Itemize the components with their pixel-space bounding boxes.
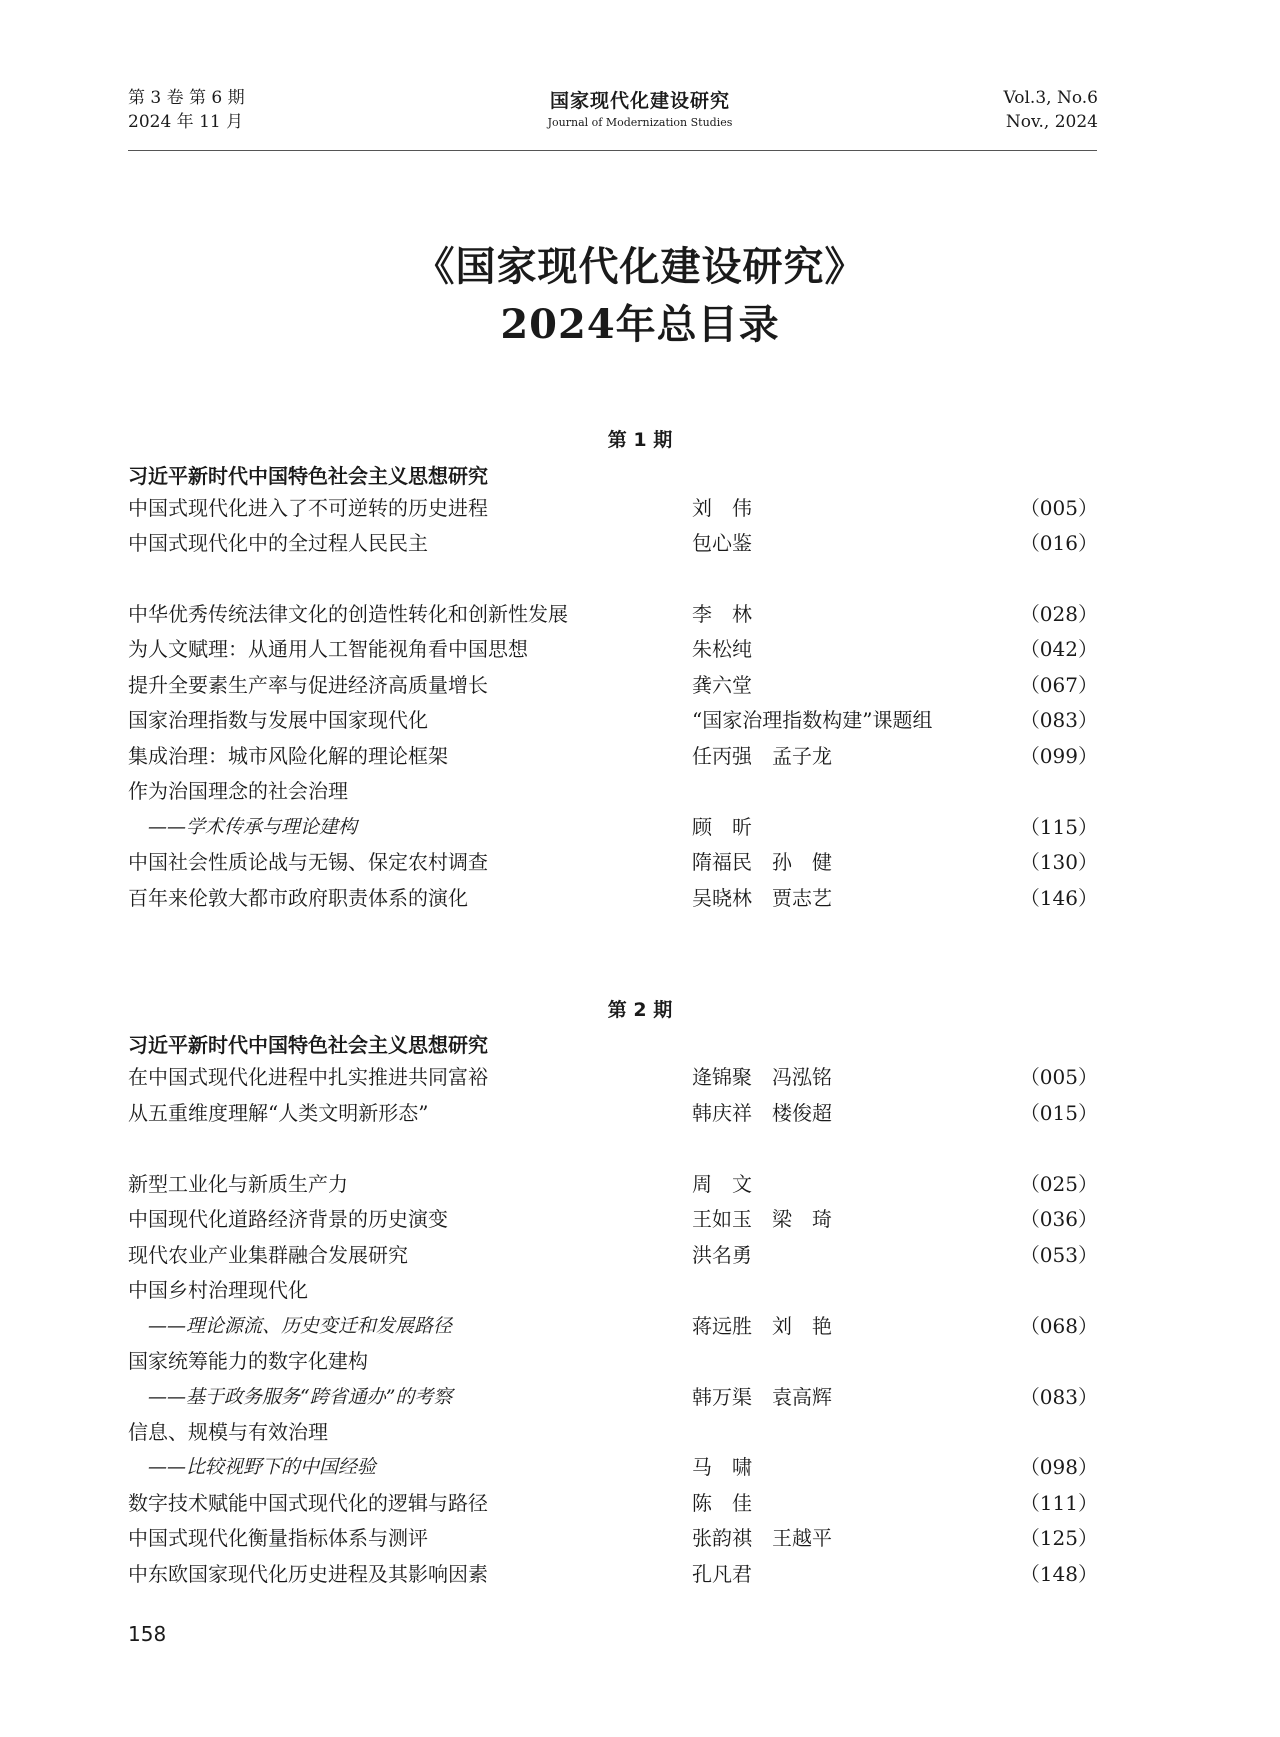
toc-entry — [0, 667, 1280, 703]
entry-author: 李 林 — [692, 602, 752, 626]
entry-title: 中华优秀传统法律文化的创造性转化和创新性发展 — [128, 602, 568, 626]
page-number: 158 — [128, 1622, 167, 1646]
entry-title: 中国现代化道路经济背景的历史演变 — [128, 1207, 448, 1231]
entry-author: 韩万渠 袁高辉 — [692, 1385, 832, 1409]
entry-title: 中国式现代化中的全过程人民民主 — [128, 531, 428, 555]
toc-entry-subtitle — [0, 1308, 1280, 1344]
toc-entry — [0, 1343, 1280, 1379]
entry-page: （016） — [1019, 531, 1098, 555]
toc-entry — [0, 1166, 1280, 1202]
page-title-line1: 《国家现代化建设研究》 — [414, 243, 866, 290]
journal-name-cn: 国家现代化建设研究 — [549, 90, 730, 112]
entry-author: 顾 昕 — [692, 815, 752, 839]
volume-issue-en: Vol.3, No.6 — [1003, 88, 1098, 108]
entry-title: 国家治理指数与发展中国家现代化 — [128, 708, 428, 732]
entry-title: 中东欧国家现代化历史进程及其影响因素 — [128, 1562, 488, 1586]
entry-page: （125） — [1019, 1526, 1098, 1550]
entry-author: 周 文 — [692, 1172, 752, 1196]
entry-title: 作为治国理念的社会治理 — [128, 779, 348, 803]
entry-author: 蒋远胜 刘 艳 — [692, 1314, 832, 1338]
entry-page: （053） — [1019, 1243, 1098, 1267]
journal-name-en: Journal of Modernization Studies — [547, 116, 733, 129]
page-title-line2: 2024年总目录 — [500, 301, 780, 348]
entry-author: 龚六堂 — [692, 673, 752, 697]
entry-title: 从五重维度理解“人类文明新形态” — [128, 1101, 429, 1125]
header-volume-info — [1004, 86, 1098, 134]
issue-2-title: 第 2 期 — [607, 999, 673, 1021]
entry-author: 王如玉 梁 琦 — [692, 1207, 832, 1231]
entry-page: （005） — [1019, 1065, 1098, 1089]
publication-date: 2024 年 11 月 — [128, 112, 244, 132]
entry-author: 张韵祺 王越平 — [692, 1526, 832, 1550]
toc-entry — [0, 1485, 1280, 1521]
entry-author: 马 啸 — [692, 1455, 752, 1479]
entry-page: （068） — [1019, 1314, 1098, 1338]
entry-title: 国家统筹能力的数字化建构 — [128, 1349, 368, 1373]
entry-page: （083） — [1019, 708, 1098, 732]
toc-entry — [0, 702, 1280, 738]
entry-page: （015） — [1019, 1101, 1098, 1125]
header-divider — [128, 150, 1097, 151]
toc-entry — [0, 1272, 1280, 1308]
entry-title: 数字技术赋能中国式现代化的逻辑与路径 — [128, 1491, 488, 1515]
issue-2-section-heading: 习近平新时代中国特色社会主义思想研究 — [128, 1033, 488, 1057]
entry-author: 任丙强 孟子龙 — [692, 744, 832, 768]
entry-title: 在中国式现代化进程中扎实推进共同富裕 — [128, 1065, 488, 1089]
entry-page: （111） — [1019, 1491, 1098, 1515]
entry-page: （099） — [1019, 744, 1098, 768]
entry-subtitle: ——基于政务服务“跨省通办”的考察 — [148, 1386, 453, 1408]
entry-page: （148） — [1019, 1562, 1098, 1586]
entry-author: 陈 佳 — [692, 1491, 752, 1515]
entry-title: 中国乡村治理现代化 — [128, 1278, 308, 1302]
entry-page: （036） — [1019, 1207, 1098, 1231]
toc-entry — [0, 844, 1280, 880]
entry-title: 百年来伦敦大都市政府职责体系的演化 — [128, 886, 468, 910]
entry-title: 现代农业产业集群融合发展研究 — [128, 1243, 408, 1267]
entry-title: 中国式现代化衡量指标体系与测评 — [128, 1526, 428, 1550]
issue-1-title: 第 1 期 — [607, 429, 673, 451]
toc-entry — [0, 1520, 1280, 1556]
entry-author: 刘 伟 — [692, 496, 752, 520]
entry-author: 包心鉴 — [692, 531, 752, 555]
entry-page: （042） — [1019, 637, 1098, 661]
entry-subtitle: ——比较视野下的中国经验 — [148, 1456, 377, 1478]
toc-entry-subtitle — [0, 809, 1280, 845]
entry-page: （005） — [1019, 496, 1098, 520]
entry-title: 集成治理：城市风险化解的理论框架 — [128, 744, 448, 768]
entry-author: “国家治理指数构建”课题组 — [692, 708, 933, 732]
issue-1-section-heading: 习近平新时代中国特色社会主义思想研究 — [128, 464, 488, 488]
publication-date-en: Nov., 2024 — [1005, 112, 1098, 132]
entry-author: 孔凡君 — [692, 1562, 752, 1586]
entry-author: 朱松纯 — [692, 637, 752, 661]
toc-entry — [0, 773, 1280, 809]
entry-title: 新型工业化与新质生产力 — [128, 1172, 348, 1196]
toc-entry — [0, 631, 1280, 667]
entry-page: （146） — [1019, 886, 1098, 910]
toc-entry — [0, 738, 1280, 774]
entry-author: 洪名勇 — [692, 1243, 752, 1267]
toc-entry-subtitle — [0, 1379, 1280, 1415]
toc-entry — [0, 490, 1280, 526]
toc-entry — [0, 596, 1280, 632]
toc-entry — [0, 1556, 1280, 1592]
entry-title: 中国社会性质论战与无锡、保定农村调查 — [128, 850, 488, 874]
toc-entry — [0, 1059, 1280, 1095]
volume-issue: 第 3 卷 第 6 期 — [128, 88, 245, 108]
toc-entry — [0, 525, 1280, 561]
entry-page: （098） — [1019, 1455, 1098, 1479]
entry-page: （083） — [1019, 1385, 1098, 1409]
entry-page: （028） — [1019, 602, 1098, 626]
entry-author: 吴晓林 贾志艺 — [692, 886, 832, 910]
entry-author: 隋福民 孙 健 — [692, 850, 832, 874]
entry-page: （130） — [1019, 850, 1098, 874]
entry-title: 中国式现代化进入了不可逆转的历史进程 — [128, 496, 488, 520]
entry-page: （067） — [1019, 673, 1098, 697]
toc-entry-subtitle — [0, 1449, 1280, 1485]
toc-entry — [0, 1201, 1280, 1237]
entry-subtitle: ——理论源流、历史变迁和发展路径 — [148, 1315, 453, 1337]
toc-entry — [0, 880, 1280, 916]
entry-page: （025） — [1019, 1172, 1098, 1196]
entry-author: 韩庆祥 楼俊超 — [692, 1101, 832, 1125]
entry-title: 信息、规模与有效治理 — [128, 1420, 328, 1444]
entry-title: 提升全要素生产率与促进经济高质量增长 — [128, 673, 488, 697]
toc-entry — [0, 1414, 1280, 1450]
entry-title: 为人文赋理：从通用人工智能视角看中国思想 — [128, 637, 528, 661]
entry-author: 逄锦聚 冯泓铭 — [692, 1065, 832, 1089]
entry-subtitle: ——学术传承与理论建构 — [148, 816, 358, 838]
page-title — [0, 238, 1280, 354]
toc-entry — [0, 1095, 1280, 1131]
toc-entry — [0, 1237, 1280, 1273]
entry-page: （115） — [1019, 815, 1098, 839]
